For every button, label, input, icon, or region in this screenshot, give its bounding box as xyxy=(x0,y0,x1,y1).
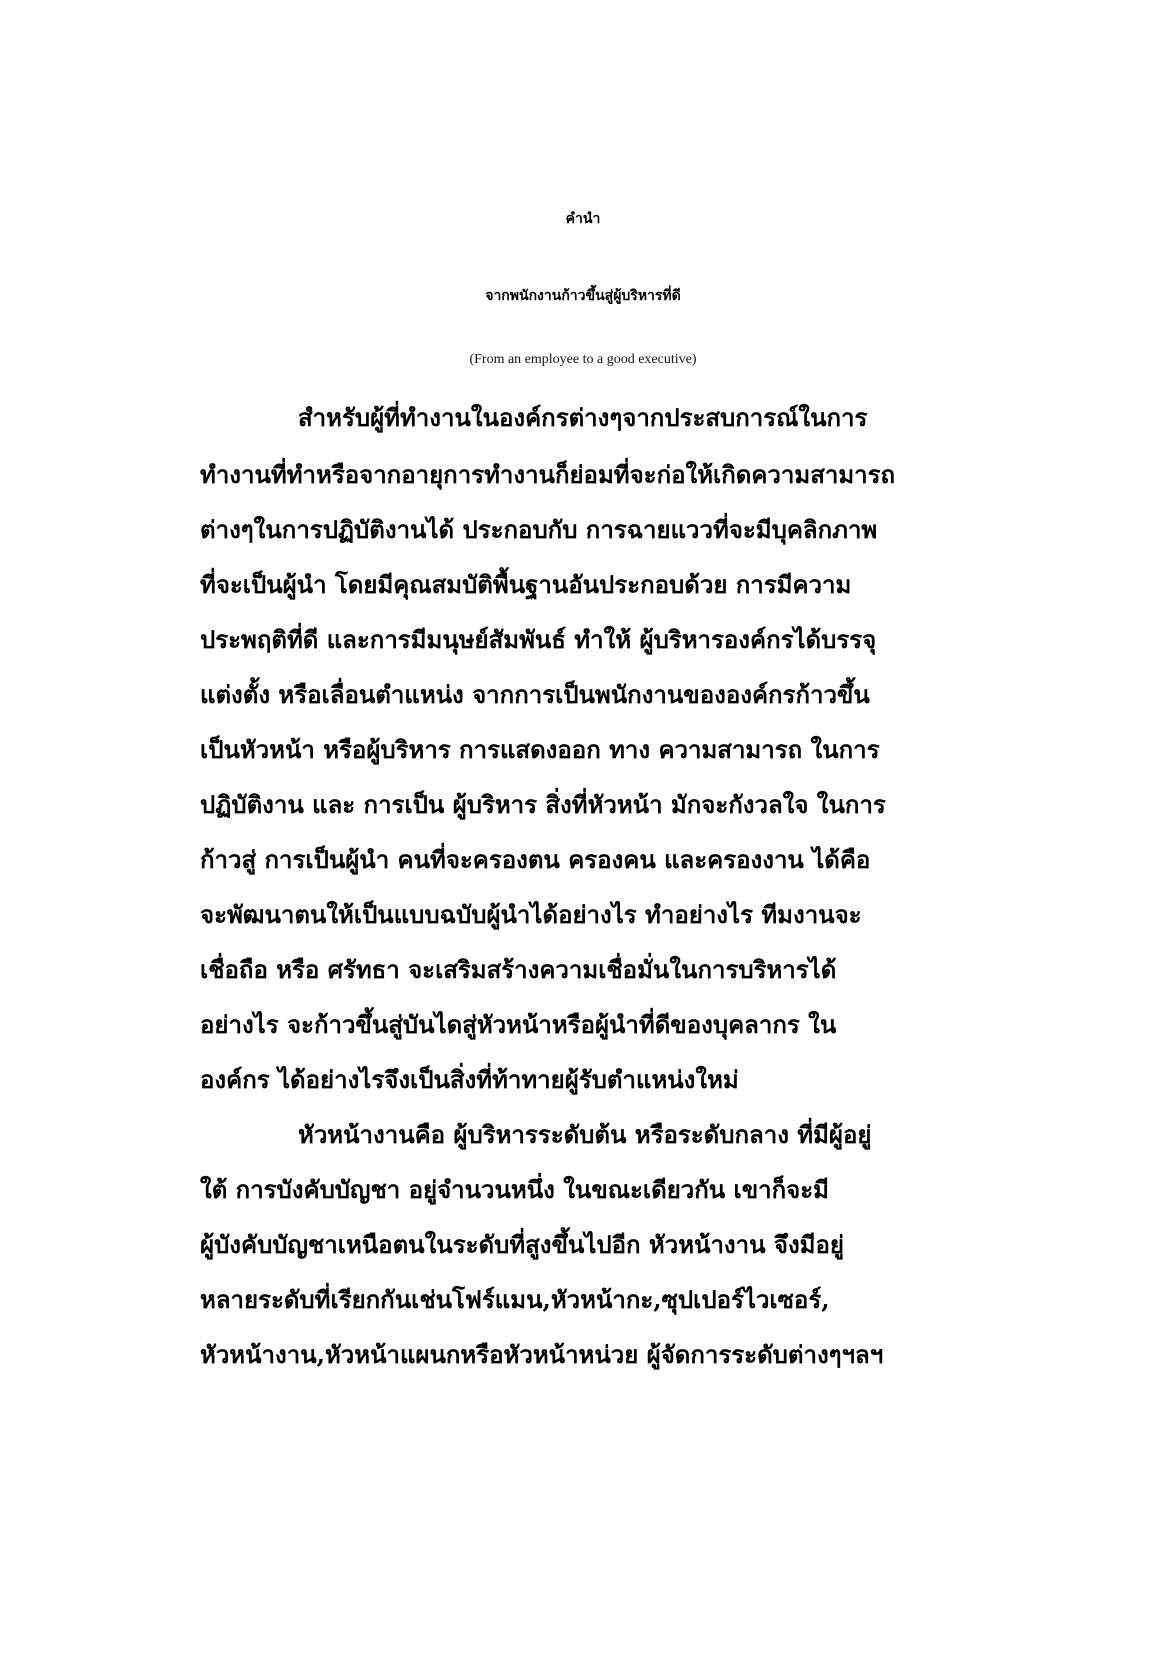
paragraph-2-line: หลายระดับที่เรียกกันเช่นโฟร์แมน,หัวหน้ากะ,ซุปเปอร์ไวเซอร์, xyxy=(200,1285,830,1314)
paragraph-2-line: ผู้บังคับบัญชาเหนือตนในระดับที่สูงขึ้นไปอีก หัวหน้างาน จึงมีอยู่ xyxy=(200,1230,844,1259)
paragraph-1-line: เป็นหัวหน้า หรือผู้บริหาร การแสดงออก ทาง ความสามารถ ในการ xyxy=(200,735,880,764)
paragraph-1-line: ที่จะเป็นผู้นำ โดยมีคุณสมบัติพื้นฐานอันประกอบด้วย การมีความ xyxy=(200,570,852,599)
paragraph-2-line: หัวหน้างาน,หัวหน้าแผนกหรือหัวหน้าหน่วย ผู้จัดการระดับต่างๆฯลฯ xyxy=(200,1340,884,1369)
paragraph-1-line: ปฏิบัติงาน และ การเป็น ผู้บริหาร สิ่งที่หัวหน้า มักจะกังวลใจ ในการ xyxy=(200,790,886,819)
paragraph-1-line: แต่งตั้ง หรือเลื่อนตำแหน่ง จากการเป็นพนักงานขององค์กรก้าวขึ้น xyxy=(200,680,870,709)
paragraph-1-line: เชื่อถือ หรือ ศรัทธา จะเสริมสร้างความเชื่อมั่นในการบริหารได้ xyxy=(200,955,837,984)
paragraph-2-line: ใต้ การบังคับบัญชา อยู่จำนวนหนึ่ง ในขณะเดียวกัน เขาก็จะมี xyxy=(200,1175,829,1204)
paragraph-1-line: ก้าวสู่ การเป็นผู้นำ คนที่จะครองตน ครองคน และครองงาน ได้คือ xyxy=(200,845,871,874)
paragraph-1-line: อย่างไร จะก้าวขึ้นสู่บันไดสู่หัวหน้าหรือผู้นำที่ดีของบุคลากร ใน xyxy=(200,1010,837,1039)
paragraph-1-line: ทำงานที่ทำหรือจากอายุการทำงานก็ย่อมที่จะก่อให้เกิดความสามารถ xyxy=(200,460,896,489)
paragraph-1-line: จะพัฒนาตนให้เป็นแบบฉบับผู้นำได้อย่างไร ทำอย่างไร ทีมงานจะ xyxy=(200,900,862,929)
english-title: (From an employee to a good executive) xyxy=(469,352,697,367)
document-title: คำนำ xyxy=(565,211,601,227)
paragraph-1-line: ต่างๆในการปฏิบัติงานได้ ประกอบกับ การฉายแววที่จะมีบุคลิกภาพ xyxy=(200,515,878,544)
paragraph-1-line: ประพฤติที่ดี และการมีมนุษย์สัมพันธ์ ทำให้ ผู้บริหารองค์กรได้บรรจุ xyxy=(200,625,877,654)
paragraph-1-line: สำหรับผู้ที่ทำงานในองค์กรต่างๆจากประสบการณ์ในการ xyxy=(298,403,868,432)
paragraph-2-line: หัวหน้างานคือ ผู้บริหารระดับต้น หรือระดับกลาง ที่มีผู้อยู่ xyxy=(298,1120,872,1149)
document-subtitle: จากพนักงานก้าวขึ้นสู่ผู้บริหารที่ดี xyxy=(485,288,681,304)
paragraph-1-line: องค์กร ได้อย่างไรจึงเป็นสิ่งที่ท้าทายผู้รับตำแหน่งใหม่ xyxy=(200,1065,739,1094)
